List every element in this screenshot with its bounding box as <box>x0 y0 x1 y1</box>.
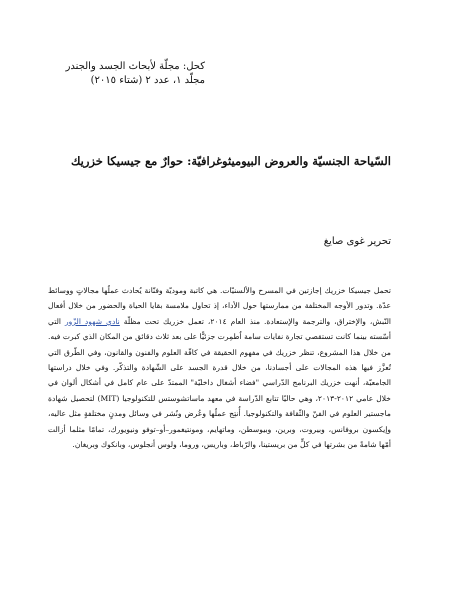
journal-issue: مجلّد ١، عدد ٢ (شتاء ٢٠١٥) <box>90 75 205 86</box>
article-title: السّياحة الجنسيّة والعروض البيوميثوغرافيّة: حوارٌ مع جيسيكا خزريك <box>70 154 391 168</box>
journal-header <box>45 60 205 88</box>
journal-name: كحل: مجلّة لأبحاث الجسد والجندر <box>65 61 205 72</box>
body-text-part-1: تحمل جيسيكا خزريك إجازتين في المسرح والألسنيّات. هي كاتبة وموديّة وفنّانة يُحادث عملُها مجالاتٍ ووسائط عدّة. وتدور الأوجه المختلفة من ممارستها حول الأداء، إذ تحاول ملامسة بقايا الحياة والحضور من خلال أفعال النّبش، والإختراق، والترجمة والإستعادة. منذ العام ٢٠١٤، تعمل خزريك تحت مظلّة <box>48 286 392 326</box>
project-link[interactable]: نادي شهود الزّور <box>65 316 120 326</box>
article-body <box>48 283 391 452</box>
article-editor: تحرير غوى صايغ <box>323 236 391 247</box>
body-text-part-2: التي أسّسته بينما كانت تستقصي تجارة نفايات سامة اُطمِرت جزئيًّا على بعد ثلاث دقائق من المكان الذي كبرت فيه. من خلال هذا المشروع، تنظر خزريك في مفهوم الحقيقة في كافّة العلوم والفنون والقانون، وفي الطّرق التي تُعزَّز فيها هذه المجالات على أجسادنا، من خلال قدرة الجسد على الشّهادة والتذكّر. وفي خلال دراستها الجامعيّة، أنهت خزريك البرنامج الدّراسي "فضاء أشغال داخليّة" الممتدّ على عام كامل في أشكال ألوان في خلال عامي ٢٠١٢-٢٠١٣، وهي حاليًا تتابع الدّراسة في معهد ماساتشوستس للتكنولوجيا (MIT) لتحصيل شهادة ماجستير العلوم في الفنّ والثّقافة والتكنولوجيا. أُنتِج عملُها وعُرض ونُشر في وسائل ومدنٍ مختلفةٍ مثل عاليه، وإيكسون بروفانس، وبيروت، وبرين، وبيوسطن، وماتهايم، ومونتيغمور–أو–توفو ونيويورك، تمامًا مثلما أزالت أمّها شامةً من بشرتها في كلٍّ من بريستينا، والرّباط، وباريس، وروما، ولوس أنجلوس، وبانكوك وبريغان. <box>48 316 391 450</box>
body-paragraph <box>48 283 391 452</box>
